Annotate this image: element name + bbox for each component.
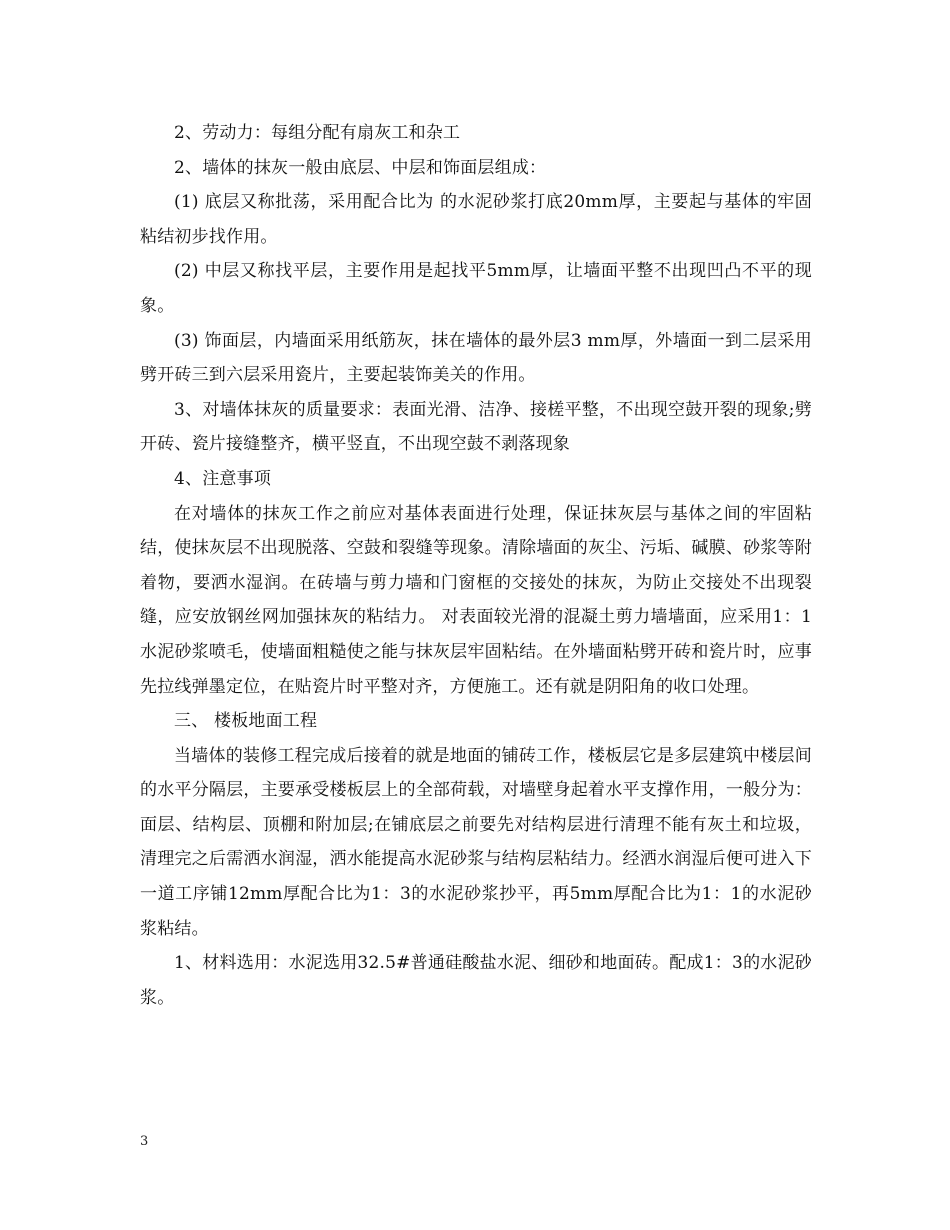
paragraph-finish-layer: (3) 饰面层，内墙面采用纸筋灰，抹在墙体的最外层3 mm厚，外墙面一到二层采用劈开砖三到六层采用瓷片，主要起装饰美关的作用。 [140, 330, 812, 386]
paragraph-labor: 2、劳动力：每组分配有扇灰工和杂工 [174, 123, 461, 143]
paragraph-materials: 1、材料选用：水泥选用32.5#普通硅酸盐水泥、细砂和地面砖。配成1：3的水泥砂浆。 [140, 953, 812, 1008]
paragraph-base-layer: (1) 底层又称批荡，采用配合比为 的水泥砂浆打底20mm厚，主要起与基体的牢固粘结初步找作用。 [140, 192, 812, 247]
page-number: 3 [140, 1134, 149, 1149]
section-heading-floor-works: 三、 楼板地面工程 [174, 711, 318, 732]
paragraph-floor-works: 当墙体的装修工程完成后接着的就是地面的铺砖工作，楼板层它是多层建筑中楼层间的水平分隔层，主要承受楼板层上的全部荷载，对墙壁身起着水平支撑作用，一般分为：面层、结构层、顶棚和附加层;在铺底层之前要先对结构层进行清理不能有灰土和垃圾，清理完之后需洒水润湿，洒水能提高水泥砂浆与结构层粘结力。经洒水润湿后便可进入下一道工序铺12mm厚配合比为1：3的水泥砂浆抄平，再5mm厚配合比为1：1的水泥砂浆粘结。 [140, 745, 812, 939]
paragraph-notes-heading: 4、注意事项 [174, 468, 272, 489]
body-text [140, 116, 812, 1015]
paragraph-plaster-composition: 2、墙体的抹灰一般由底层、中层和饰面层组成： [174, 157, 547, 178]
paragraph-quality-requirements: 3、对墙体抹灰的质量要求：表面光滑、洁净、接槎平整，不出现空鼓开裂的现象;劈开砖、瓷片接缝整齐，横平竖直，不出现空鼓不剥落现象 [140, 399, 812, 455]
paragraph-middle-layer: (2) 中层又称找平层，主要作用是起找平5mm厚，让墙面平整不出现凹凸不平的现象。 [140, 261, 812, 316]
paragraph-notes-body: 在对墙体的抹灰工作之前应对基体表面进行处理，保证抹灰层与基体之间的牢固粘结，使抹灰层不出现脱落、空鼓和裂缝等现象。清除墙面的灰尘、污垢、碱膜、砂浆等附着物，要洒水湿润。在砖墙与剪力墙和门窗框的交接处的抹灰，为防止交接处不出现裂缝，应安放钢丝网加强抹灰的粘结力。 对表面较光滑的混凝土剪力墙墙面，应采用1：1水泥砂浆喷毛，使墙面粗糙使之能与抹灰层牢固粘结。在外墙面粘劈开砖和瓷片时，应事先拉线弹墨定位，在贴瓷片时平整对齐，方便施工。还有就是阴阳角的收口处理。 [140, 503, 812, 697]
